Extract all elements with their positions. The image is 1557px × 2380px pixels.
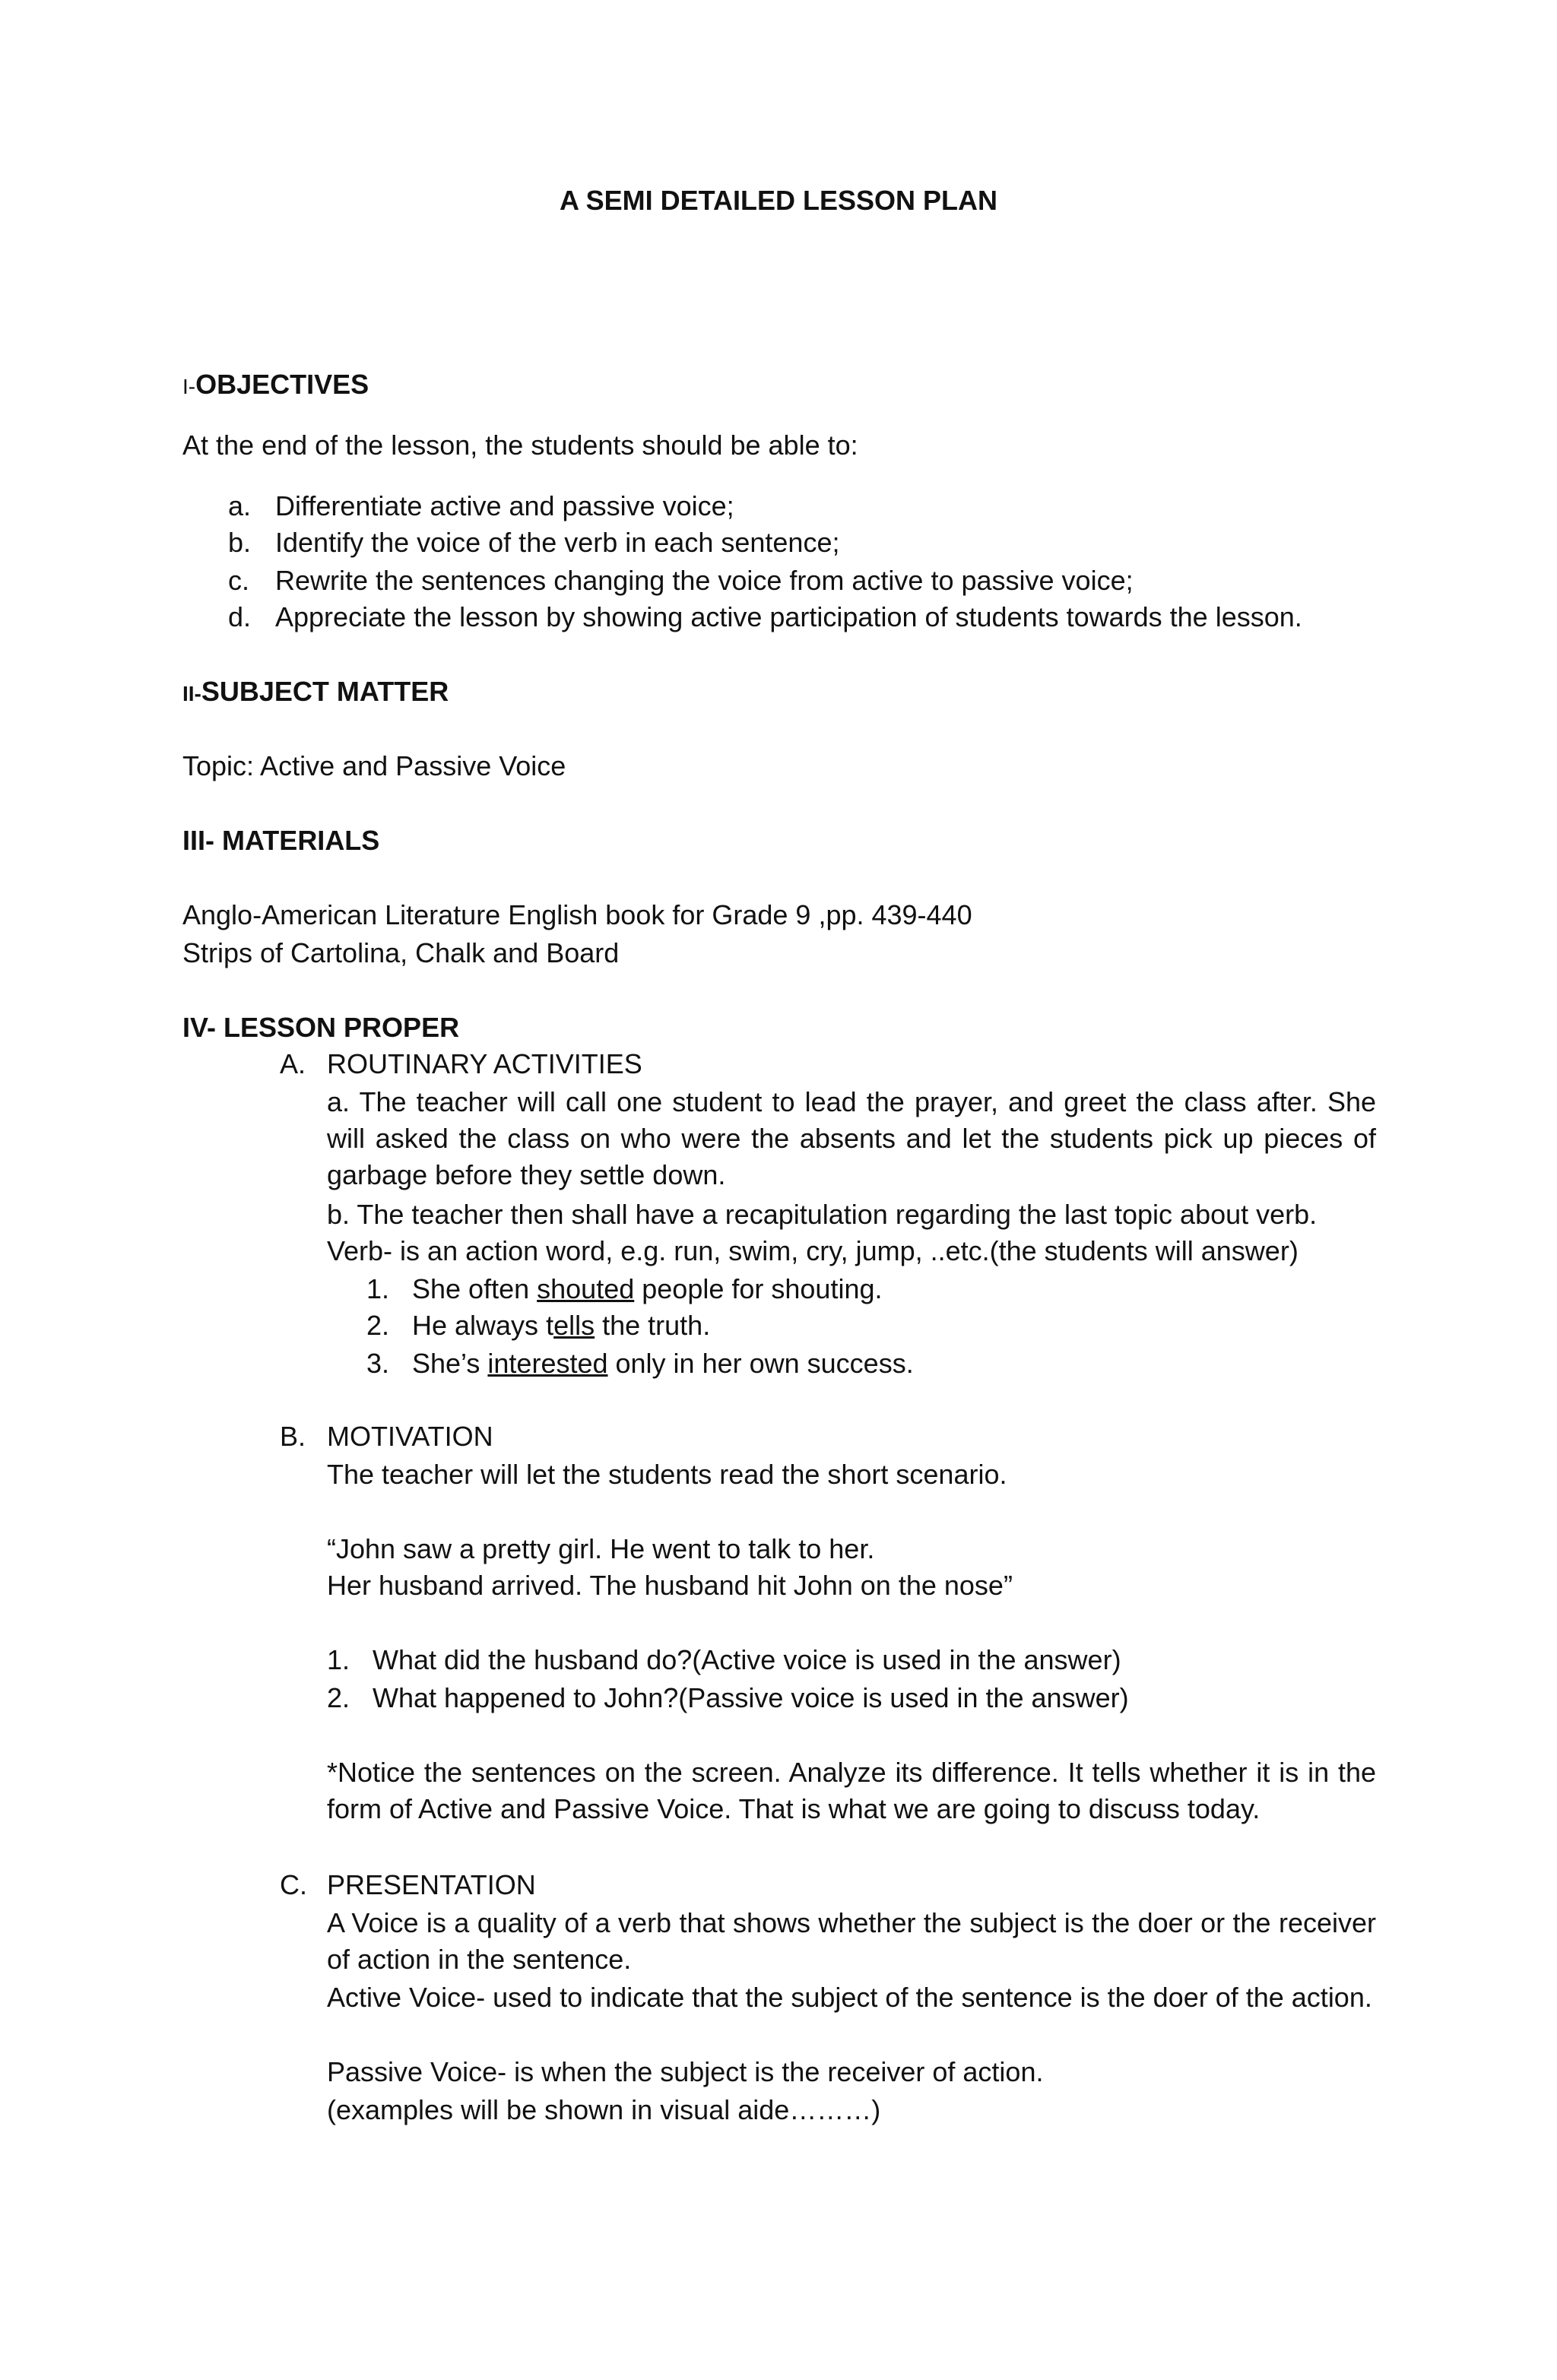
objective-item: Appreciate the lesson by showing active participation of students towards the lesson.: [275, 601, 1302, 632]
question-text: What happened to John?(Passive voice is used in the answer): [373, 1682, 1129, 1713]
materials-line: Strips of Cartolina, Chalk and Board: [182, 937, 620, 968]
example-text: She often: [412, 1273, 537, 1304]
objective-item: Rewrite the sentences changing the voice from active to passive voice;: [275, 565, 1134, 596]
underlined-verb: interested: [487, 1348, 608, 1379]
example-sentence: [412, 1345, 914, 1382]
routinary-marker: A.: [280, 1048, 306, 1079]
voice-definition: A Voice is a quality of a verb that shows whether the subject is the doer or the receiver of action in the sentence.: [327, 1907, 1376, 1975]
examples-note: (examples will be shown in visual aide………): [327, 2094, 881, 2125]
verb-definition: Verb- is an action word, e.g. run, swim, cry, jump, ..etc.(the students will answer): [327, 1235, 1299, 1266]
scenario-line: “John saw a pretty girl. He went to talk to her.: [327, 1533, 875, 1564]
objectives-intro: At the end of the lesson, the students should be able to:: [182, 429, 858, 461]
objective-marker: d.: [228, 601, 252, 632]
active-voice-definition: Active Voice- used to indicate that the subject of the sentence is the doer of the action.: [327, 1982, 1372, 2013]
objective-marker: a.: [228, 490, 252, 521]
example-sentence: [412, 1271, 882, 1307]
example-marker: 1.: [366, 1273, 390, 1304]
motivation-marker: B.: [280, 1421, 306, 1452]
lesson-proper-heading: IV- LESSON PROPER: [182, 1012, 460, 1043]
example-sentence: [412, 1307, 710, 1344]
routinary-heading: ROUTINARY ACTIVITIES: [327, 1048, 642, 1079]
subject-matter-prefix: II-: [182, 682, 201, 705]
presentation-heading: PRESENTATION: [327, 1869, 536, 1900]
materials-heading: III- MATERIALS: [182, 825, 380, 856]
question-text: What did the husband do?(Active voice is used in the answer): [373, 1644, 1121, 1675]
subject-matter-heading: [182, 673, 449, 712]
example-text: She’s: [412, 1348, 488, 1379]
example-marker: 2.: [366, 1310, 390, 1341]
objectives-heading: [182, 366, 369, 405]
underlined-verb: shouted: [537, 1273, 635, 1304]
subject-matter-title: SUBJECT MATTER: [201, 676, 449, 707]
underlined-verb: ells: [553, 1310, 595, 1341]
objective-item: Differentiate active and passive voice;: [275, 490, 734, 521]
example-text: people for shouting.: [634, 1273, 883, 1304]
document-title: A SEMI DETAILED LESSON PLAN: [559, 185, 998, 216]
motivation-note: *Notice the sentences on the screen. Analyze its difference. It tells whether it is in the form of Active and Passive Voice. That is what we are going to discuss today.: [327, 1757, 1376, 1824]
scenario-line: Her husband arrived. The husband hit John on the nose”: [327, 1570, 1013, 1601]
passive-voice-definition: Passive Voice- is when the subject is the receiver of action.: [327, 2056, 1044, 2087]
materials-line: Anglo-American Literature English book for Grade 9 ,pp. 439-440: [182, 899, 972, 930]
routinary-paragraph-a: a. The teacher will call one student to lead the prayer, and greet the class after. She will asked the class on who were the absents and let the students pick up pieces of garbage before they settle down.: [327, 1086, 1376, 1190]
question-marker: 2.: [327, 1682, 350, 1713]
motivation-intro: The teacher will let the students read the short scenario.: [327, 1459, 1007, 1490]
objectives-prefix: I-: [182, 375, 196, 398]
objective-marker: b.: [228, 527, 252, 558]
motivation-heading: MOTIVATION: [327, 1421, 493, 1452]
objective-marker: c.: [228, 565, 250, 596]
topic-line: Topic: Active and Passive Voice: [182, 750, 566, 781]
objective-item: Identify the voice of the verb in each sentence;: [275, 527, 840, 558]
example-text: only in her own success.: [607, 1348, 914, 1379]
presentation-marker: C.: [280, 1869, 307, 1900]
example-text: the truth.: [595, 1310, 711, 1341]
example-marker: 3.: [366, 1348, 390, 1379]
example-text: He always t: [412, 1310, 554, 1341]
objectives-title: OBJECTIVES: [195, 369, 369, 400]
routinary-paragraph-b: b. The teacher then shall have a recapitulation regarding the last topic about verb.: [327, 1199, 1318, 1230]
question-marker: 1.: [327, 1644, 350, 1675]
